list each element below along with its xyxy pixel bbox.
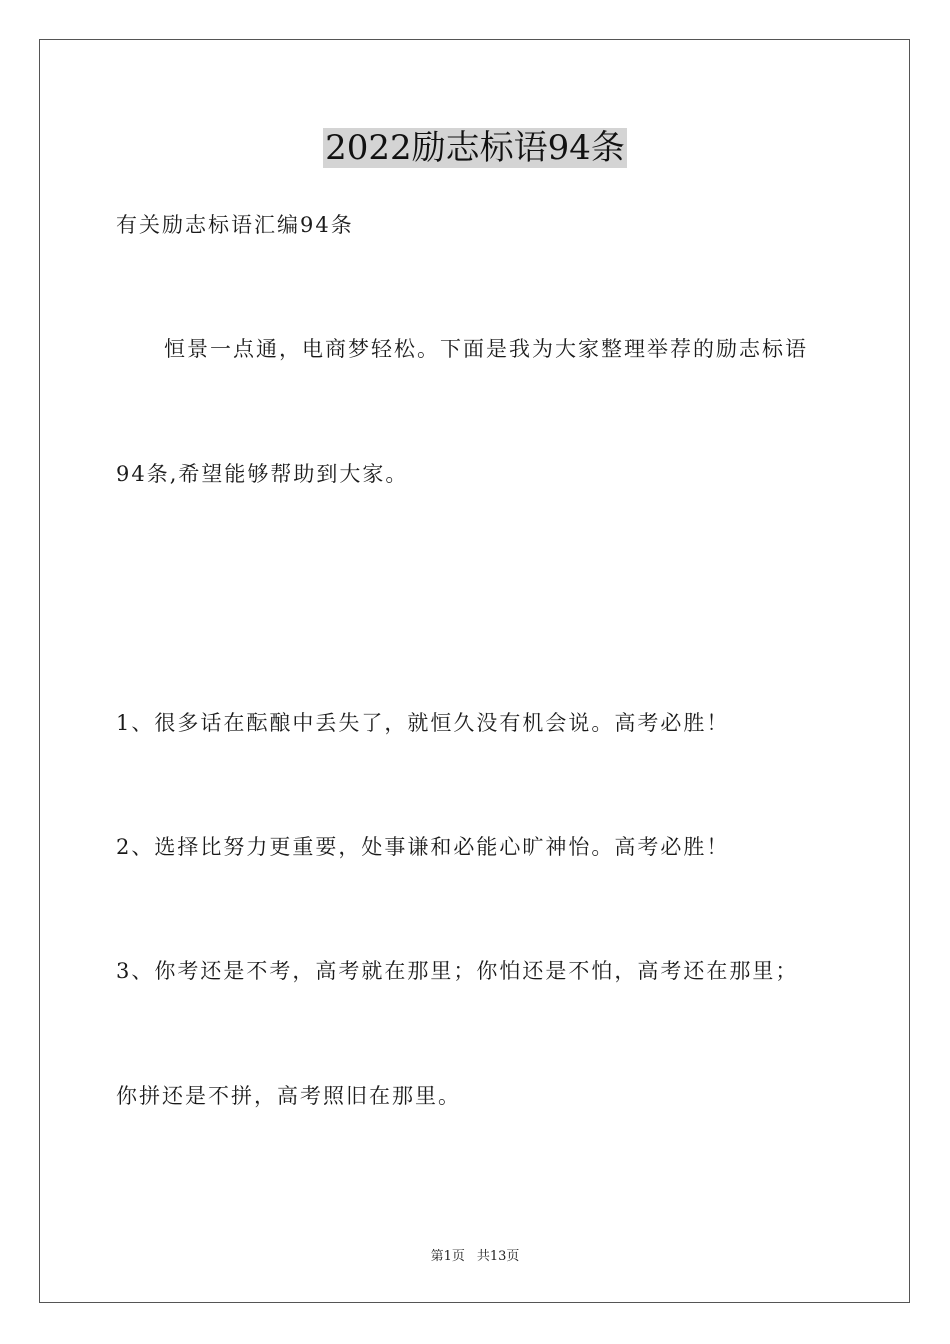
page-footer — [0, 1248, 950, 1266]
document-title: 2022励志标语94条 — [325, 128, 625, 168]
title-container — [0, 128, 950, 168]
list-item-1: 1、很多话在酝酿中丢失了，就恒久没有机会说。高考必胜！ — [116, 711, 730, 735]
document-subtitle: 有关励志标语汇编94条 — [116, 213, 354, 237]
page-number-current: 第1页 — [430, 1249, 465, 1264]
intro-paragraph-line-1: 恒景一点通，电商梦轻松。下面是我为大家整理举荐的励志标语 — [164, 337, 808, 361]
list-item-3: 3、你考还是不考，高考就在那里；你怕还是不怕，高考还在那里； — [116, 959, 799, 983]
list-item-3-continued: 你拼还是不拼，高考照旧在那里。 — [116, 1084, 461, 1108]
intro-paragraph-line-2: 94条,希望能够帮助到大家。 — [116, 462, 409, 486]
list-item-2: 2、选择比努力更重要，处事谦和必能心旷神怡。高考必胜！ — [116, 835, 730, 859]
page-number-total: 共13页 — [476, 1249, 520, 1264]
